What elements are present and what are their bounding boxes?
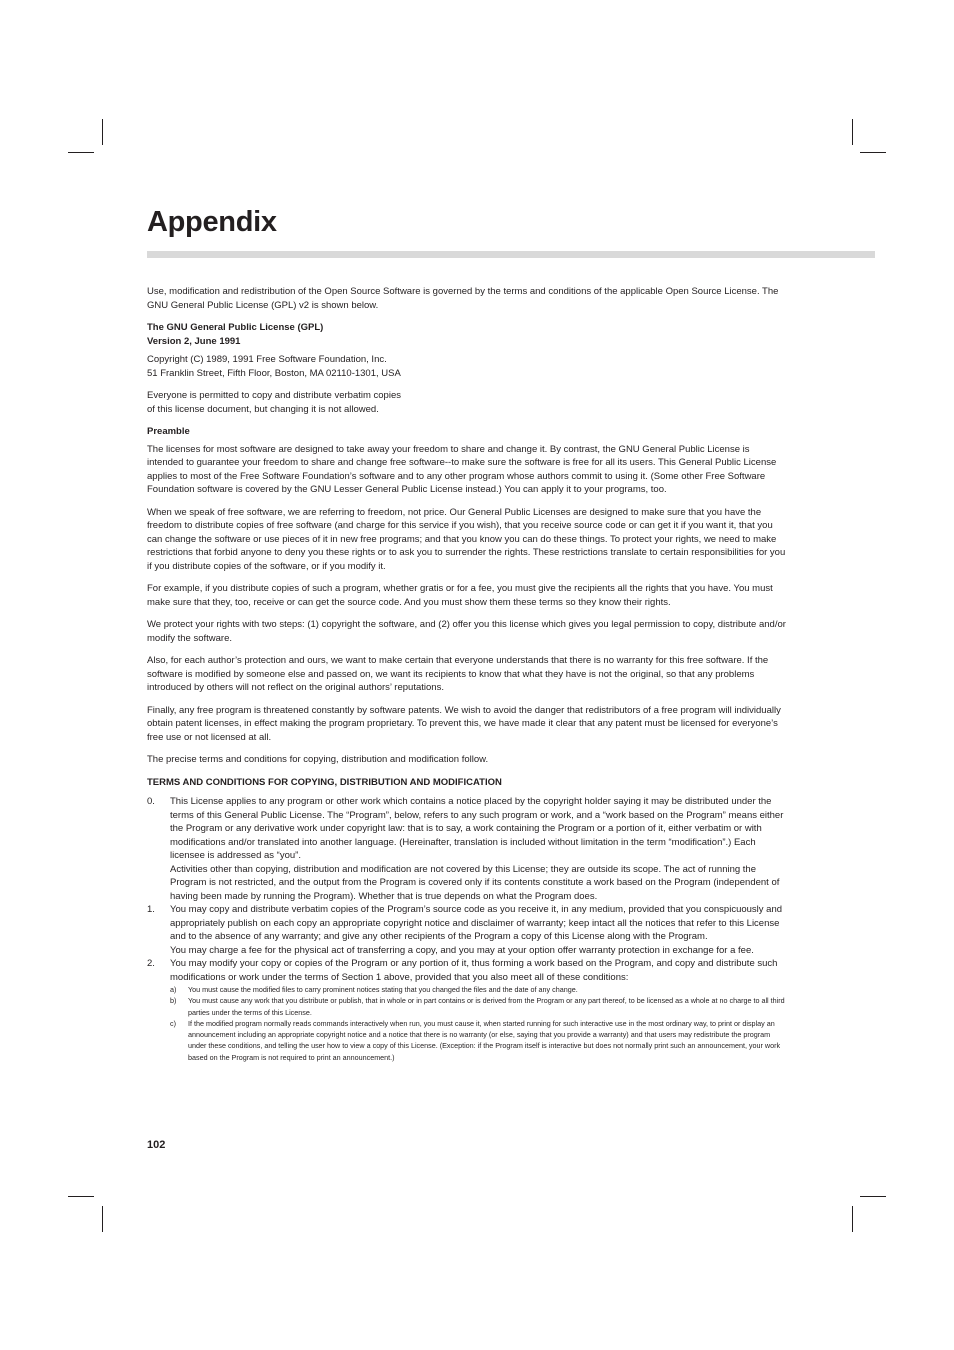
preamble-paragraph: The licenses for most software are designed to take away your freedom to share and change it. By contrast, the GNU General Public License is intended to guarantee your freedom to share and change free software--to make sure the software is free for all its users. This General Public License applies to most of the Free Software Foundation’s software and to any other program whose authors commit to using it. (Some other Free Software Foundation software is covered by the GNU Lesser General Public License instead.) You can apply it to your programs, too.	[147, 443, 777, 495]
clause-continuation: You may charge a fee for the physical act of transferring a copy, and you may at your option offer warranty protection in exchange for a fee.	[170, 944, 754, 956]
document-body	[147, 285, 787, 1063]
crop-mark-bottom-right-vertical	[852, 1206, 853, 1232]
preamble-heading: Preamble	[147, 426, 190, 437]
terms-clause-0	[147, 795, 787, 903]
terms-heading: TERMS AND CONDITIONS FOR COPYING, DISTRIBUTION AND MODIFICATION	[147, 776, 502, 788]
sub-item-letter: c)	[170, 1018, 176, 1028]
clause-continuation: Activities other than copying, distribution and modification are not covered by this License; they are outside its scope. The act of running the Program is not restricted, and the output from the Program is covered only if its contents constitute a work based on the Program (independent of having been made by running the Program). Whether that is true depends on what the Program does.	[170, 863, 780, 902]
clause-number: 1.	[147, 904, 155, 915]
sub-item-text: You must cause any work that you distribute or publish, that in whole or in part contains or is derived from the Program or any part thereof, to be licensed as a whole at no charge to all third parties under the terms of this License.	[188, 996, 785, 1017]
clause-number: 2.	[147, 958, 155, 969]
preamble-paragraph: Also, for each author’s protection and ours, we want to make certain that everyone understands that there is no warranty for this free software. If the software is modified by someone else and passed on, we want its recipients to know that what they have is not the original, so that any problems introduced by others will not reflect on the original authors’ reputations.	[147, 655, 769, 693]
terms-clause-1	[147, 903, 787, 957]
page-title: Appendix	[147, 206, 277, 238]
crop-mark-bottom-right-horizontal	[860, 1196, 886, 1197]
gpl-heading	[147, 321, 787, 348]
page-number: 102	[147, 1139, 166, 1151]
copyright-address: 51 Franklin Street, Fifth Floor, Boston, MA 02110-1301, USA	[147, 367, 401, 379]
title-underline-bar	[147, 251, 875, 258]
clause-sub-item	[170, 995, 787, 1018]
crop-mark-top-right-vertical	[852, 119, 853, 145]
crop-mark-top-right-horizontal	[860, 152, 886, 153]
crop-mark-top-left-vertical	[102, 119, 103, 145]
preamble-paragraph: For example, if you distribute copies of such a program, whether gratis or for a fee, you must give the recipients all the rights that you have. You must make sure that they, too, receive or can get the source code. And you must show them these terms so they know their rights.	[147, 583, 773, 608]
gpl-heading-line2: Version 2, June 1991	[147, 335, 241, 347]
permission-line2: of this license document, but changing it is not allowed.	[147, 403, 379, 415]
terms-clause-2	[147, 957, 787, 1063]
crop-mark-bottom-left-horizontal	[68, 1196, 94, 1197]
clause-text: You may modify your copy or copies of the Program or any portion of it, thus forming a work based on the Program, and copy and distribute such modifications or work under the terms of Section 1 above, provided that you also meet all of these conditions:	[170, 958, 778, 983]
sub-item-text: If the modified program normally reads commands interactively when run, you must cause it, when started running for such interactive use in the most ordinary way, to print or display an announcement including an appropriate copyright notice and a notice that there is no warranty (or else, saying that you provide a warranty) and that users may redistribute the program under these conditions, and telling the user how to view a copy of this License. (Exception: if the Program itself is interactive but does not normally print such an announcement, your work based on the Program is not required to print an announcement.)	[188, 1018, 781, 1062]
crop-mark-bottom-left-vertical	[102, 1206, 103, 1232]
clause-number: 0.	[147, 796, 155, 807]
preamble-paragraph: We protect your rights with two steps: (1) copyright the software, and (2) offer you this license which gives you legal permission to copy, distribute and/or modify the software.	[147, 619, 786, 644]
preamble-paragraph: The precise terms and conditions for copying, distribution and modification follow.	[147, 754, 489, 765]
intro-paragraph: Use, modification and redistribution of the Open Source Software is governed by the terms and conditions of the applicable Open Source License. The GNU General Public License (GPL) v2 is shown below.	[147, 286, 779, 311]
gpl-heading-line1: The GNU General Public License (GPL)	[147, 322, 324, 333]
sub-item-text: You must cause the modified files to carry prominent notices stating that you changed the files and the date of any change.	[188, 985, 578, 994]
crop-mark-top-left-horizontal	[68, 152, 94, 153]
sub-item-letter: b)	[170, 996, 177, 1006]
preamble-paragraph: Finally, any free program is threatened constantly by software patents. We wish to avoid the danger that redistributors of a free program will individually obtain patent licenses, in effect making the program proprietary. To prevent this, we have made it clear that any patent must be licensed for everyone’s free use or not licensed at all.	[147, 704, 781, 743]
copyright-notice	[147, 353, 787, 380]
clause-sub-item	[170, 984, 787, 995]
preamble-paragraph: When we speak of free software, we are referring to freedom, not price. Our General Public Licenses are designed to make sure that you have the freedom to distribute copies of free software (and charge for this service if you wish), that you receive source code or can get it if you want it, that you can change the software or use pieces of it in new free programs; and that you know you can do these things. To protect your rights, we need to make restrictions that forbid anyone to deny you these rights or to ask you to surrender the rights. These restrictions translate to certain responsibilities for you if you distribute copies of the software, or if you modify it.	[147, 506, 786, 572]
permission-notice	[147, 389, 787, 416]
clause-text: This License applies to any program or other work which contains a notice placed by the copyright holder saying it may be distributed under the terms of this General Public License. The “Program”, below, refers to any such program or work, and a “work based on the Program” means either the Program or any derivative work under copyright law: that is to say, a work containing the Program or a portion of it, either verbatim or with modifications and/or translated into another language. (Hereinafter, translation is included without limitation in the term “modification”.) Each licensee is addressed as “you”.	[170, 796, 784, 861]
clause-text: You may copy and distribute verbatim copies of the Program’s source code as you receive it, in any medium, provided that you conspicuously and appropriately publish on each copy an appropriate copyright notice and disclaimer of warranty; keep intact all the notices that refer to this License and to the absence of any warranty; and give any other recipients of the Program a copy of this License along with the Program.	[170, 904, 783, 942]
copyright-line1: Copyright (C) 1989, 1991 Free Software Foundation, Inc.	[147, 354, 387, 365]
clause-sub-item	[170, 1018, 787, 1063]
permission-line1: Everyone is permitted to copy and distribute verbatim copies	[147, 390, 401, 401]
sub-item-letter: a)	[170, 985, 177, 994]
